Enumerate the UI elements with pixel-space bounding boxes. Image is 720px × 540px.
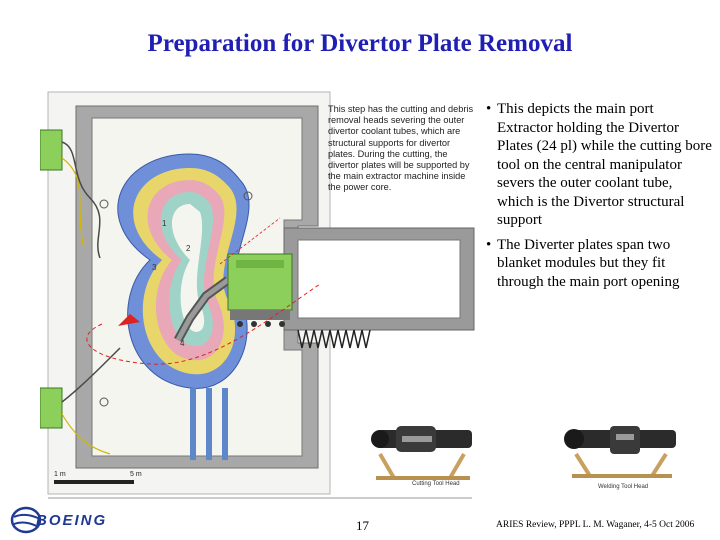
module-number-2: 2 bbox=[186, 244, 191, 253]
page-number: 17 bbox=[356, 518, 369, 533]
module-number-4: 4 bbox=[180, 339, 185, 348]
module-number-3: 3 bbox=[152, 263, 157, 272]
bullet-item: • The Diverter plates span two blanket modules but they fit through the main port opening bbox=[486, 236, 680, 290]
scale-bar bbox=[54, 480, 134, 484]
slide-title: Preparation for Divertor Plate Removal bbox=[147, 30, 573, 57]
cutting-tool-label: Cutting Tool Head bbox=[412, 481, 460, 487]
welding-tool-label: Welding Tool Head bbox=[598, 484, 649, 490]
bullet-list bbox=[486, 100, 712, 297]
scale-label-5m: 5 m bbox=[130, 471, 142, 478]
welding-tool-photo bbox=[560, 408, 684, 488]
diagram-caption: This step has the cutting and debris removal heads severing the outer divertor coolant tubes, which are structural supports for divertor plates. During the cutting, the divertor plates will be supported by the main extractor machine inside the power core. bbox=[328, 104, 474, 193]
cutting-tool-photo bbox=[366, 412, 480, 490]
module-number-1: 1 bbox=[162, 219, 167, 228]
boeing-logo-text: BOEING bbox=[36, 512, 108, 529]
scale-label-1m: 1 m bbox=[54, 471, 66, 478]
bullet-item: • This depicts the main port Extractor holding the Divertor Plates (24 pl) while the cutting bore tool on the central manipulator severs the outer coolant tube, which is the Divertor structural support bbox=[486, 101, 712, 228]
lower-drive-box bbox=[40, 388, 62, 428]
upper-drive-box bbox=[40, 130, 62, 170]
footer-credit: ARIES Review, PPPL L. M. Waganer, 4-5 Oct 2006 bbox=[496, 520, 695, 530]
